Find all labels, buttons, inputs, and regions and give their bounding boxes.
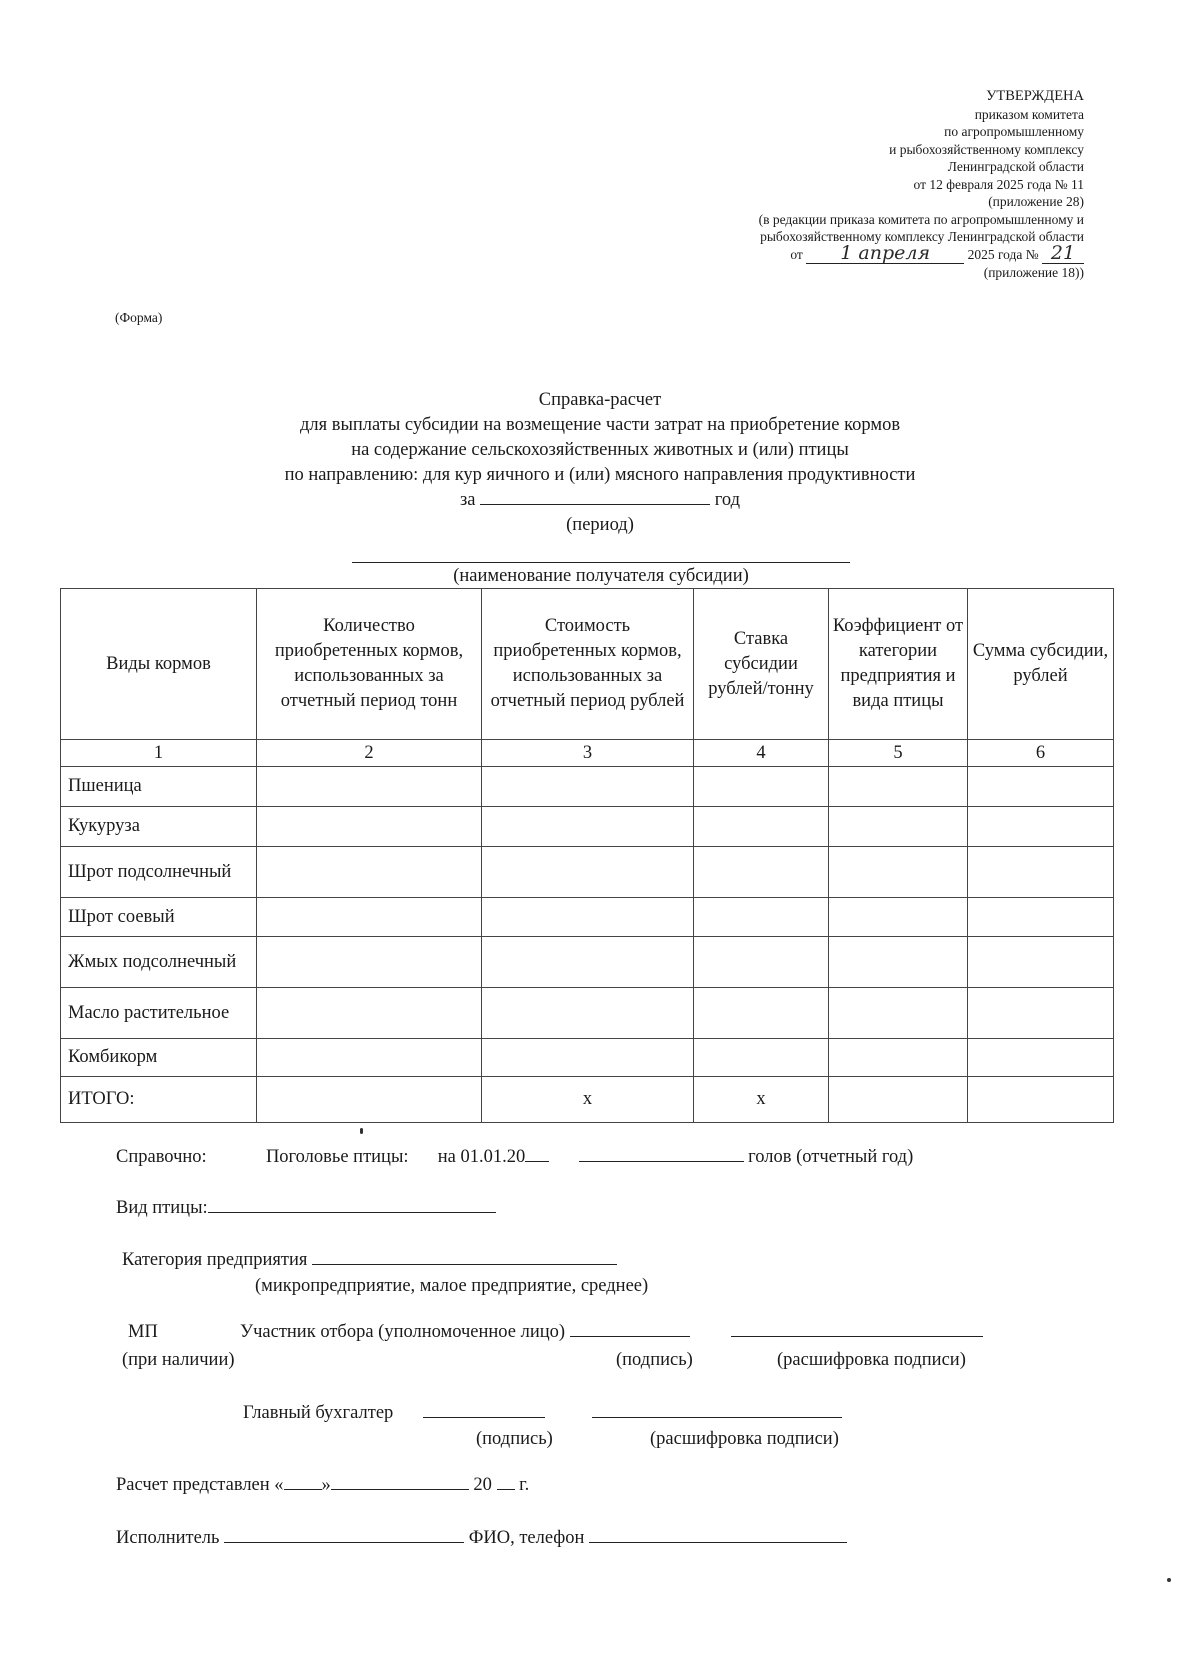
table-cell-crossed: x [482, 1077, 694, 1123]
table-cell[interactable] [829, 988, 968, 1039]
column-header: Количество приобретенных кормов, использованных за отчетный период тонн [257, 589, 482, 740]
feed-name: Комбикорм [61, 1039, 257, 1077]
period-line [0, 488, 1200, 513]
table-cell[interactable] [968, 898, 1114, 937]
table-cell[interactable] [968, 847, 1114, 898]
table-cell[interactable] [694, 807, 829, 847]
category-line [122, 1250, 617, 1271]
table-cell[interactable] [968, 1039, 1114, 1077]
table-cell[interactable] [829, 847, 968, 898]
table-row [61, 988, 1114, 1039]
decoding-caption: (расшифровка подписи) [777, 1350, 966, 1370]
recipient-name-field[interactable] [352, 562, 850, 563]
table-row [61, 1039, 1114, 1077]
table-cell[interactable] [829, 1077, 968, 1123]
category-caption: (микропредприятие, малое предприятие, среднее) [255, 1276, 649, 1296]
table-cell[interactable] [694, 1039, 829, 1077]
bird-type-label: Вид птицы: [116, 1198, 208, 1218]
submitted-day-field[interactable] [284, 1489, 322, 1490]
table-cell[interactable] [482, 1039, 694, 1077]
column-header: Коэффициент от категории предприятия и вида птицы [829, 589, 968, 740]
poultry-label: Поголовье птицы: [265, 1147, 409, 1167]
approval-line: Ленинградской области [947, 159, 1084, 174]
table-cell[interactable] [257, 937, 482, 988]
table-cell[interactable] [257, 847, 482, 898]
submitted-year: 20 [473, 1475, 492, 1495]
table-cell[interactable] [694, 847, 829, 898]
feed-name: Масло растительное [61, 988, 257, 1039]
period-year-label: год [714, 490, 741, 510]
approval-line: по агропромышленному [944, 124, 1084, 139]
table-cell[interactable] [257, 1077, 482, 1123]
period-for-label: за [459, 490, 476, 510]
table-cell[interactable] [968, 807, 1114, 847]
handwritten-number: 21 [1050, 241, 1076, 264]
mp-label: МП [128, 1322, 158, 1342]
column-header: Сумма субсидии, рублей [968, 589, 1114, 740]
year-suffix-field[interactable] [525, 1161, 549, 1162]
column-number-row [61, 740, 1114, 767]
executor-label: Исполнитель [116, 1528, 220, 1548]
handwritten-date: 1 апреля [840, 241, 931, 264]
table-cell[interactable] [257, 767, 482, 807]
table-row [61, 937, 1114, 988]
column-header: Виды кормов [61, 589, 257, 740]
recipient-caption: (наименование получателя субсидии) [453, 566, 749, 586]
approval-line: и рыбохозяйственному комплексу [889, 141, 1084, 157]
total-label: ИТОГО: [61, 1077, 257, 1123]
table-cell-crossed: x [694, 1077, 829, 1123]
approval-line: от 12 февраля 2025 года № 11 [913, 176, 1084, 192]
table-cell[interactable] [257, 1039, 482, 1077]
amendment-from-label: от [790, 246, 803, 262]
column-number: 6 [968, 740, 1114, 767]
amendment-year-label: 2025 года № [967, 246, 1039, 262]
table-cell[interactable] [482, 937, 694, 988]
table-cell[interactable] [968, 937, 1114, 988]
bird-type-field[interactable] [208, 1212, 496, 1213]
amendment-number-field [1042, 241, 1084, 265]
close-quote: » [321, 1475, 331, 1495]
date-label: на 01.01.20 [437, 1147, 526, 1167]
total-row [61, 1077, 1114, 1123]
executor-line [116, 1528, 847, 1549]
approval-line: (приложение 28) [988, 194, 1084, 209]
table-cell[interactable] [482, 898, 694, 937]
table-cell[interactable] [694, 937, 829, 988]
participant-decoding-field[interactable] [731, 1336, 983, 1337]
category-label: Категория предприятия [122, 1250, 308, 1270]
contact-field[interactable] [589, 1542, 847, 1543]
column-number: 5 [829, 740, 968, 767]
category-field[interactable] [312, 1264, 617, 1265]
participant-line [240, 1322, 983, 1343]
submitted-label: Расчет представлен [116, 1475, 270, 1495]
chief-accountant-line [243, 1403, 842, 1424]
executor-field[interactable] [224, 1542, 464, 1543]
form-label: (Форма) [115, 310, 163, 325]
heads-label: голов (отчетный год) [748, 1147, 914, 1167]
table-row [61, 898, 1114, 937]
feed-name: Шрот подсолнечный [61, 847, 257, 898]
table-cell[interactable] [257, 898, 482, 937]
table-cell[interactable] [482, 767, 694, 807]
submitted-line [116, 1475, 529, 1496]
approval-line: рыбохозяйственному комплексу Ленинградской области [760, 229, 1084, 244]
table-row [61, 767, 1114, 807]
table-cell[interactable] [257, 807, 482, 847]
table-cell[interactable] [829, 937, 968, 988]
column-header: Ставка субсидии рублей/тонну [694, 589, 829, 740]
submitted-month-field[interactable] [331, 1489, 469, 1490]
approval-block [759, 88, 1084, 282]
table-cell[interactable] [482, 847, 694, 898]
column-header: Стоимость приобретенных кормов, использованных за отчетный период рублей [482, 589, 694, 740]
table-cell[interactable] [829, 767, 968, 807]
table-cell[interactable] [829, 1039, 968, 1077]
heading-line: по направлению: для кур яичного и (или) мясного направления продуктивности [284, 465, 916, 485]
table-cell[interactable] [482, 988, 694, 1039]
table-cell[interactable] [829, 898, 968, 937]
signature-caption: (подпись) [616, 1350, 693, 1370]
accountant-decoding-field[interactable] [592, 1417, 842, 1418]
participant-label: Участник отбора (уполномоченное лицо) [240, 1322, 566, 1342]
participant-signature-field[interactable] [570, 1336, 690, 1337]
column-number: 2 [257, 740, 482, 767]
feed-name: Кукуруза [61, 807, 257, 847]
heading-line: на содержание сельскохозяйственных животных и (или) птицы [351, 440, 849, 460]
document-heading [0, 388, 1200, 538]
reference-label: Справочно: [116, 1147, 207, 1167]
period-caption: (период) [566, 515, 634, 535]
contact-label: ФИО, телефон [468, 1528, 585, 1548]
reference-line [116, 1147, 913, 1168]
feed-name: Шрот соевый [61, 898, 257, 937]
column-number: 1 [61, 740, 257, 767]
signature-caption: (подпись) [476, 1429, 553, 1449]
table-row [61, 847, 1114, 898]
table-row [61, 807, 1114, 847]
table-cell[interactable] [968, 988, 1114, 1039]
submitted-year-suffix: г. [519, 1475, 530, 1495]
period-field[interactable] [480, 504, 710, 505]
table-cell[interactable] [968, 1077, 1114, 1123]
heading-line: для выплаты субсидии на возмещение части затрат на приобретение кормов [299, 415, 901, 435]
approval-line: приказом комитета [974, 106, 1084, 122]
submitted-year-field[interactable] [497, 1489, 515, 1490]
feed-name: Пшеница [61, 767, 257, 807]
document-title: Справка-расчет [538, 390, 662, 410]
amendment-appendix: (приложение 18)) [983, 265, 1084, 280]
feed-name: Жмых подсолнечный [61, 937, 257, 988]
table-cell[interactable] [694, 767, 829, 807]
approval-line: (в редакции приказа комитета по агропромышленному и [758, 211, 1084, 227]
column-number: 3 [482, 740, 694, 767]
approval-title: УТВЕРЖДЕНА [986, 88, 1084, 104]
scan-speck [1167, 1578, 1171, 1582]
column-number: 4 [694, 740, 829, 767]
table-header-row [61, 589, 1114, 740]
open-quote: « [274, 1475, 284, 1495]
poultry-count-field[interactable] [579, 1161, 744, 1162]
table-cell[interactable] [694, 898, 829, 937]
mp-caption: (при наличии) [122, 1350, 235, 1370]
table-cell[interactable] [968, 767, 1114, 807]
table-cell[interactable] [482, 807, 694, 847]
scan-speck [360, 1128, 363, 1134]
bird-type-line [116, 1198, 496, 1219]
chief-accountant-label: Главный бухгалтер [243, 1403, 394, 1423]
table-cell[interactable] [257, 988, 482, 1039]
table-cell[interactable] [694, 988, 829, 1039]
feed-calculation-table [60, 588, 1114, 1123]
decoding-caption: (расшифровка подписи) [650, 1429, 839, 1449]
table-cell[interactable] [829, 807, 968, 847]
amendment-date-field [806, 241, 964, 265]
accountant-signature-field[interactable] [423, 1417, 545, 1418]
amendment-line [759, 241, 1084, 265]
